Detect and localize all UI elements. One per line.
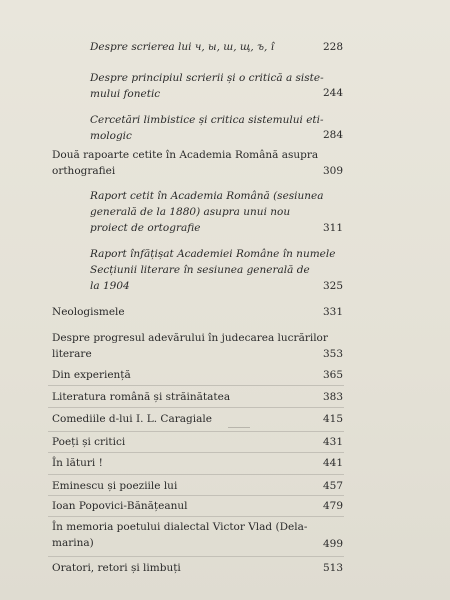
toc-entry-page: 309 (322, 165, 343, 177)
toc-entry (0, 389, 450, 405)
toc-entry-page: 365 (322, 369, 343, 381)
divider (48, 474, 344, 475)
toc-entry (0, 519, 450, 551)
toc-entry (0, 560, 450, 576)
toc-entry-page: 415 (322, 413, 343, 425)
toc-entry-page: 331 (322, 306, 343, 318)
toc-entry (0, 478, 450, 494)
toc-entry-page: 441 (322, 457, 343, 469)
toc-entry (0, 498, 450, 514)
toc-entry-title: Neologismele (52, 306, 125, 318)
toc-entry (0, 39, 450, 55)
toc-entry (0, 330, 450, 362)
toc-entry-title: Din experiență (52, 369, 131, 381)
toc-entry-title: Literatura română și străinătatea (52, 391, 231, 403)
toc-entry-title: Raport cetit în Academia Română (sesiunea generală de la 1880) asupra unui nou proiect de ortografie (90, 190, 324, 234)
toc-entry-page: 513 (322, 562, 343, 574)
toc-entry-title: Despre progresul adevărului în judecarea lucrărilor literare (52, 332, 328, 360)
divider (48, 385, 344, 386)
divider (48, 431, 344, 432)
toc-entry (0, 367, 450, 383)
toc-entry-page: 244 (322, 87, 343, 99)
toc-entry (0, 411, 450, 427)
toc-entry-title: Despre principiul scrierii și o critică a siste- mului fonetic (90, 72, 324, 100)
toc-entry (0, 112, 450, 144)
toc-entry-title: Raport înfățișat Academiei Române în numele Secțiunii literare în sesiunea generală de la 1904 (90, 248, 336, 292)
toc-entry (0, 188, 450, 236)
toc-entry-title: În lături ! (52, 457, 103, 469)
toc-entry-page: 325 (322, 280, 343, 292)
toc-entry (0, 304, 450, 320)
toc-entry-page: 431 (322, 436, 343, 448)
toc-entry-page: 383 (322, 391, 343, 403)
toc-entry (0, 147, 450, 179)
toc-entry-page: 479 (322, 500, 343, 512)
divider (48, 516, 344, 517)
toc-entry-page: 284 (322, 129, 343, 141)
divider (48, 407, 344, 408)
divider (48, 495, 344, 496)
toc-entry-page: 499 (322, 538, 343, 550)
toc-entry-title: Cercetări limbistice și critica sistemului eti- mologic (90, 114, 324, 142)
toc-entry-title: Oratori, retori și limbuți (52, 562, 181, 574)
pencil-mark (228, 427, 250, 428)
toc-entry-title: Ioan Popovici-Bănățeanul (52, 500, 188, 512)
toc-entry-page: 353 (322, 348, 343, 360)
toc-entry-title: În memoria poetului dialectal Victor Vlad (Dela- marina) (52, 521, 308, 549)
toc-entry-title: Despre scrierea lui ч, ы, ш, щ, ъ, î (90, 41, 275, 53)
toc-entry-page: 311 (322, 222, 343, 234)
toc-entry (0, 70, 450, 102)
toc-entry-page: 457 (322, 480, 343, 492)
toc-entry-page: 228 (322, 41, 343, 53)
toc-entry (0, 246, 450, 294)
divider (48, 452, 344, 453)
toc-entry-title: Comediile d-lui I. L. Caragiale (52, 413, 212, 425)
toc-entry-title: Poeți și critici (52, 436, 126, 448)
toc-entry (0, 434, 450, 450)
toc-entry (0, 455, 450, 471)
toc-entry-title: Două rapoarte cetite în Academia Română asupra orthografiei (52, 149, 319, 177)
divider (48, 556, 344, 557)
toc-entry-title: Eminescu și poeziile lui (52, 480, 178, 492)
